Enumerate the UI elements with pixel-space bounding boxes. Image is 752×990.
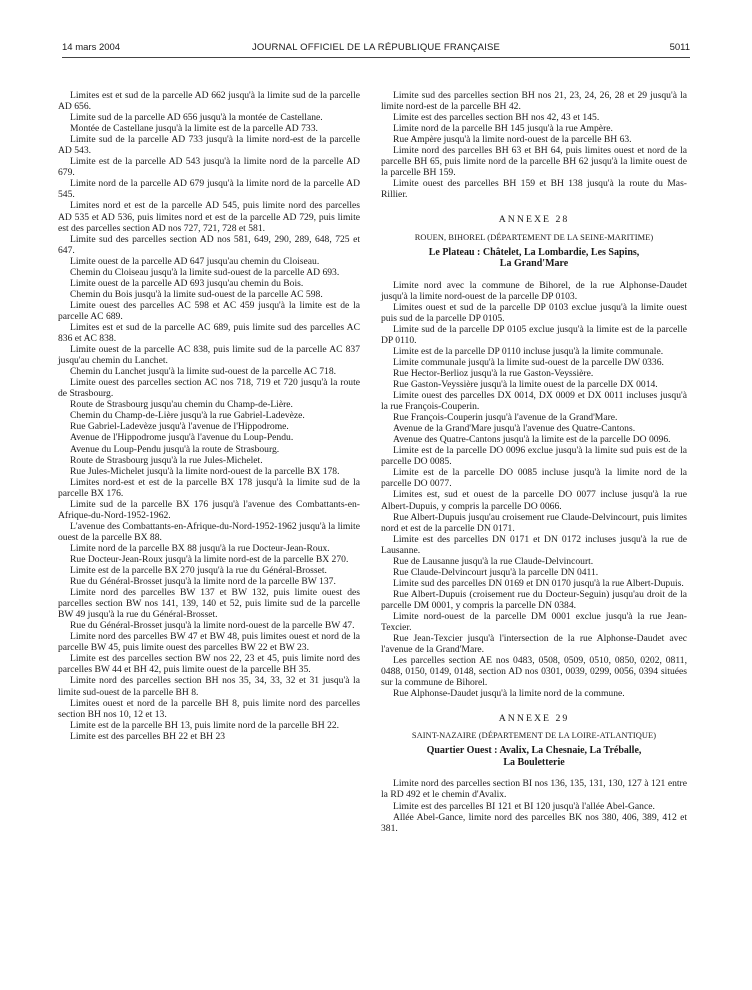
- paragraph: Limite est de la parcelle BH 13, puis limite nord de la parcelle BH 22.: [70, 719, 340, 731]
- paragraph: Rue Gabriel-Ladevèze jusqu'à l'avenue de l'Hippodrome.: [70, 421, 289, 433]
- paragraph: Limite nord avec la commune de Bihorel, de la rue Alphonse-Daudet jusqu'à la limite nord-ouest de la parcelle DP 0103.: [381, 279, 687, 302]
- annex-28-region: ROUEN, BIHOREL (DÉPARTEMENT DE LA SEINE-MARITIME): [414, 232, 654, 242]
- paragraph: Chemin du Cloiseau jusqu'à la limite sud-ouest de la parcelle AD 693.: [70, 266, 340, 278]
- paragraph: Limite nord de la parcelle AD 679 jusqu'à la limite nord de la parcelle AD 545.: [58, 178, 360, 201]
- paragraph: Rue Claude-Delvincourt jusqu'à la parcelle DN 0411.: [393, 566, 599, 578]
- paragraph: Limite nord des parcelles section BH nos 35, 34, 33, 32 et 31 jusqu'à la limite sud-ouest de la parcelle BH 8.: [58, 675, 360, 698]
- paragraph: Limite ouest de la parcelle AD 647 jusqu'au chemin du Cloiseau.: [70, 255, 320, 267]
- left-column: [58, 90, 360, 742]
- paragraph: Limites ouest et nord de la parcelle BH 8, puis limite nord des parcelles section BH nos 10, 12 et 13.: [58, 697, 360, 720]
- paragraph: Limite est de la parcelle DO 0085 incluse jusqu'à la limite nord de la parcelle DO 0077.: [381, 467, 687, 490]
- paragraph: Limites nord et est de la parcelle AD 545, puis limite nord des parcelles AD 535 et AD 536, puis limites nord et est de la parcelle AD 729, puis limite est des parcelles section AD nos 727, 721, 728 et 581.: [58, 200, 360, 234]
- annex-28-title: ANNEXE 28: [498, 214, 570, 226]
- paragraph: Limite nord des parcelles BW 137 et BW 132, puis limite ouest des parcelles section BW nos 141, 139, 140 et 52, puis limite sud de la parcelle BW 49 jusqu'à la rue du Général-Brosset.: [58, 587, 360, 621]
- header-rule: [62, 57, 690, 58]
- paragraph: Limite sud de la parcelle DP 0105 exclue jusqu'à la limite est de la parcelle DP 0110.: [381, 323, 687, 346]
- paragraph: Limite nord-ouest de la parcelle DM 0001 exclue jusqu'à la rue Jean-Texcier.: [381, 610, 687, 634]
- paragraph: Rue du Général-Brosset jusqu'à la limite nord-ouest de la parcelle BW 47.: [70, 620, 355, 632]
- paragraph: Limite ouest des parcelles BH 159 et BH 138 jusqu'à la route du Mas-Rillier.: [381, 178, 687, 201]
- right-column-continuation: [381, 90, 687, 200]
- paragraph: Chemin du Bois jusqu'à la limite sud-ouest de la parcelle AC 598.: [70, 288, 323, 300]
- annex-29-quarter-line2: La Bouletterie: [503, 756, 565, 768]
- paragraph: Limite sud de la parcelle BX 176 jusqu'à l'avenue des Combattants-en-Afrique-du-Nord-1952-1962.: [58, 498, 360, 521]
- paragraph: Limite est de la parcelle DO 0096 exclue jusqu'à la limite sud puis est de la parcelle DO 0085.: [381, 445, 687, 468]
- paragraph: Limite nord des parcelles BH 63 et BH 64, puis limites ouest et nord de la parcelle BH 65, puis limite nord de la parcelle BH 62 jusqu'à la limite ouest de la parcelle BH 159.: [381, 145, 687, 179]
- annex-29-quarter: [381, 745, 687, 768]
- paragraph: Limite sud des parcelles section AD nos 581, 649, 290, 289, 648, 725 et 647.: [58, 233, 360, 256]
- paragraph: Limites nord-est et est de la parcelle BX 178 jusqu'à la limite sud de la parcelle BX 176.: [58, 476, 360, 499]
- paragraph: Limite nord des parcelles section BI nos 136, 135, 131, 130, 127 à 121 entre la RD 492 et le chemin d'Avalix.: [381, 778, 687, 801]
- header-journal-title: JOURNAL OFFICIEL DE LA RÉPUBLIQUE FRANÇAISE: [251, 42, 501, 53]
- paragraph: Limite est des parcelles DN 0171 et DN 0172 incluses jusqu'à la rue de Lausanne.: [381, 533, 687, 556]
- paragraph: Rue Ampère jusqu'à la limite nord-ouest de la parcelle BH 63.: [393, 134, 632, 146]
- paragraph: Limite est de la parcelle BX 270 jusqu'à la rue du Général-Brosset.: [70, 565, 327, 577]
- paragraph: Rue Albert-Dupuis (croisement rue du Docteur-Seguin) jusqu'au droit de la parcelle DM 0001, y compris la parcelle DN 0384.: [381, 588, 687, 611]
- paragraph: Limite ouest des parcelles AC 598 et AC 459 jusqu'à la limite est de la parcelle AC 689.: [58, 299, 360, 322]
- paragraph: Limite communale jusqu'à la limite sud-ouest de la parcelle DW 0336.: [393, 356, 664, 368]
- paragraph: Avenue de la Grand'Mare jusqu'à l'avenue des Quatre-Cantons.: [393, 423, 636, 435]
- annex-28-body: [381, 280, 687, 700]
- annex-29-title: ANNEXE 29: [498, 713, 570, 725]
- header-page-number: 5011: [669, 42, 690, 53]
- paragraph: Route de Strasbourg jusqu'à la rue Jules-Michelet.: [70, 454, 263, 466]
- paragraph: Limite nord de la parcelle BX 88 jusqu'à la rue Docteur-Jean-Roux.: [70, 542, 330, 554]
- paragraph: Limite ouest des parcelles section AC nos 718, 719 et 720 jusqu'à la route de Strasbourg.: [58, 377, 360, 400]
- paragraph: Limite ouest de la parcelle AD 693 jusqu'au chemin du Bois.: [70, 277, 304, 289]
- paragraph: Chemin du Champ-de-Lière jusqu'à la rue Gabriel-Ladevèze.: [70, 410, 305, 422]
- annex-28-quarter-line1: Le Plateau : Châtelet, La Lombardie, Les Sapins,: [428, 246, 640, 258]
- paragraph: Limites est et sud de la parcelle AD 662 jusqu'à la limite sud de la parcelle AD 656.: [58, 90, 360, 113]
- paragraph: Limite est de la parcelle AD 543 jusqu'à la limite nord de la parcelle AD 679.: [58, 156, 360, 179]
- paragraph: Rue Jean-Texcier jusqu'à l'intersection de la rue Alphonse-Daudet avec l'avenue de la Grand'Mare.: [381, 633, 687, 656]
- annex-29-quarter-line1: Quartier Ouest : Avalix, La Chesnaie, La Tréballe,: [426, 745, 642, 757]
- annex-28-quarter-line2: La Grand'Mare: [499, 258, 569, 270]
- paragraph: Limite sud de la parcelle AD 656 jusqu'à la montée de Castellane.: [70, 112, 323, 124]
- paragraph: Limite est des parcelles section BW nos 22, 23 et 45, puis limite nord des parcelles BW 44 et BH 42, puis limite ouest de la parcelle BH 35.: [58, 653, 360, 676]
- paragraph: Limite nord de la parcelle BH 145 jusqu'à la rue Ampère.: [393, 123, 613, 135]
- paragraph: Les parcelles section AE nos 0483, 0508, 0509, 0510, 0850, 0202, 0811, 0488, 0150, 0149, 0148, section AD nos 0301, 0039, 0299, 0056, 0394 situées sur la commune de Bihorel.: [381, 655, 687, 689]
- paragraph: Limite est de la parcelle DP 0110 incluse jusqu'à la limite communale.: [393, 345, 664, 357]
- paragraph: Avenue des Quatre-Cantons jusqu'à la limite est de la parcelle DO 0096.: [393, 434, 671, 446]
- paragraph: Limite nord des parcelles BW 47 et BW 48, puis limites ouest et nord de la parcelle BW 45, puis limite ouest des parcelles BW 22 et BW 23.: [58, 631, 360, 654]
- paragraph: Limites est et sud de la parcelle AC 689, puis limite sud des parcelles AC 836 et AC 838.: [58, 321, 360, 345]
- paragraph: Avenue de l'Hippodrome jusqu'à l'avenue du Loup-Pendu.: [70, 432, 294, 444]
- right-column: [381, 90, 687, 834]
- paragraph: Limite sud de la parcelle AD 733 jusqu'à la limite nord-est de la parcelle AD 543.: [58, 134, 360, 157]
- paragraph: Limite sud des parcelles DN 0169 et DN 0170 jusqu'à la rue Albert-Dupuis.: [393, 577, 684, 589]
- paragraph: Rue François-Couperin jusqu'à l'avenue de la Grand'Mare.: [393, 412, 618, 424]
- annex-28-quarter: [381, 247, 687, 270]
- paragraph: Chemin du Lanchet jusqu'à la limite sud-ouest de la parcelle AC 718.: [70, 366, 337, 378]
- annex-29-body: [381, 778, 687, 833]
- paragraph: Rue Hector-Berlioz jusqu'à la rue Gaston-Veyssière.: [393, 367, 594, 379]
- paragraph: Limite est des parcelles BH 22 et BH 23: [70, 730, 226, 742]
- paragraph: Limites est, sud et ouest de la parcelle DO 0077 incluse jusqu'à la rue Albert-Dupuis, y compris la parcelle DO 0066.: [381, 489, 687, 512]
- paragraph: Limite est des parcelles section BH nos 42, 43 et 145.: [393, 112, 600, 124]
- paragraph: Montée de Castellane jusqu'à la limite est de la parcelle AD 733.: [70, 123, 318, 135]
- header-date: 14 mars 2004: [62, 42, 121, 53]
- paragraph: Rue Docteur-Jean-Roux jusqu'à la limite nord-est de la parcelle BX 270.: [70, 553, 349, 565]
- page-header: [62, 42, 690, 56]
- paragraph: Route de Strasbourg jusqu'au chemin du Champ-de-Lière.: [70, 399, 293, 411]
- paragraph: Limite ouest des parcelles DX 0014, DX 0009 et DX 0011 incluses jusqu'à la rue François-Couperin.: [381, 390, 687, 413]
- paragraph: Rue de Lausanne jusqu'à la rue Claude-Delvincourt.: [393, 555, 594, 567]
- paragraph: Rue Albert-Dupuis jusqu'au croisement rue Claude-Delvincourt, puis limites nord et est de la parcelle DN 0171.: [381, 511, 687, 534]
- paragraph: Limite est des parcelles BI 121 et BI 120 jusqu'à l'allée Abel-Gance.: [393, 800, 655, 812]
- paragraph: Rue Jules-Michelet jusqu'à la limite nord-ouest de la parcelle BX 178.: [70, 465, 340, 477]
- paragraph: Avenue du Loup-Pendu jusqu'à la route de Strasbourg.: [70, 443, 280, 455]
- paragraph: Rue Gaston-Veyssière jusqu'à la limite ouest de la parcelle DX 0014.: [393, 378, 658, 390]
- paragraph: Limite ouest de la parcelle AC 838, puis limite sud de la parcelle AC 837 jusqu'au chemin du Lanchet.: [58, 344, 360, 367]
- paragraph: Limite sud des parcelles section BH nos 21, 23, 24, 26, 28 et 29 jusqu'à la limite nord-est de la parcelle BH 42.: [381, 90, 687, 113]
- paragraph: Rue Alphonse-Daudet jusqu'à la limite nord de la commune.: [393, 688, 625, 700]
- paragraph: Rue du Général-Brosset jusqu'à la limite nord de la parcelle BW 137.: [70, 576, 336, 588]
- paragraph: Allée Abel-Gance, limite nord des parcelles BK nos 380, 406, 389, 412 et 381.: [381, 811, 687, 834]
- annex-29-region: SAINT-NAZAIRE (DÉPARTEMENT DE LA LOIRE-ATLANTIQUE): [411, 731, 657, 741]
- paragraph: Limites ouest et sud de la parcelle DP 0103 exclue jusqu'à la limite ouest puis sud de la parcelle DP 0105.: [381, 301, 687, 324]
- paragraph: L'avenue des Combattants-en-Afrique-du-Nord-1952-1962 jusqu'à la limite ouest de la parcelle BX 88.: [58, 520, 360, 543]
